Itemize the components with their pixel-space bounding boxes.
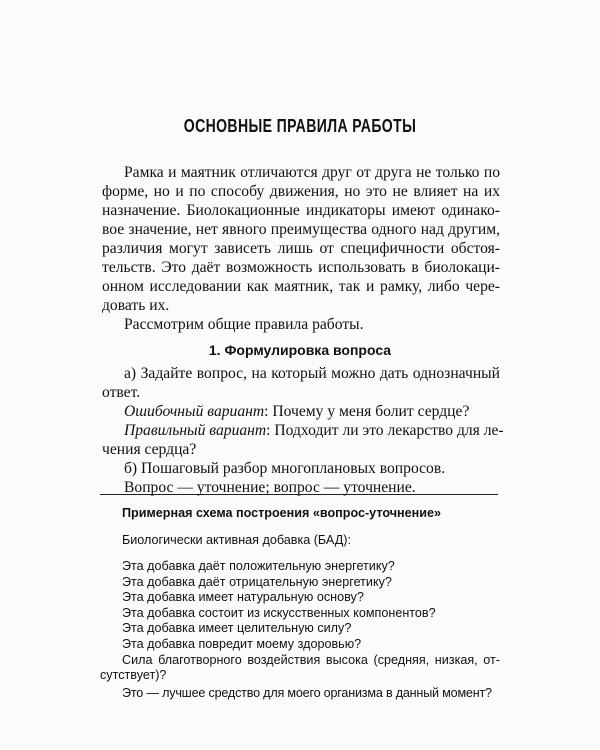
text-line: Рамка и маятник отличаются друг от друга не только по: [124, 164, 500, 181]
box-subject: Биологически активная добавка (БАД):: [122, 533, 351, 547]
question-item: Эта добавка повредит моему здоровью?: [122, 637, 362, 651]
divider: [100, 494, 498, 495]
text-line: чения сердца?: [102, 441, 197, 458]
question-item: Это — лучшее средство для моего организма в данный момент?: [122, 686, 492, 700]
wrong-example: [124, 402, 500, 421]
text-line: онном исследовании как маятник, так и рамку, либо чере-: [102, 278, 500, 295]
text-line: ответ.: [102, 384, 141, 401]
text-line: Рассмотрим общие правила работы.: [124, 316, 364, 333]
question-item: Сила благотворного воздействия высока (средняя, низкая, от-: [122, 653, 500, 667]
question-item: Эта добавка имеет натуральную основу?: [122, 590, 364, 604]
question-item-cont: сутствует)?: [100, 668, 167, 682]
text-line: довать их.: [102, 297, 170, 314]
wrong-label: Ошибочный вариант: [124, 403, 265, 420]
right-label: Правильный вариант: [124, 422, 267, 439]
question-item: Эта добавка имеет целительную силу?: [122, 621, 352, 635]
text-line: различия могут зависеть лишь от специфичности обстоя-: [102, 240, 500, 257]
right-example: [124, 421, 504, 440]
right-text: : Подходит ли это лекарство для ле-: [266, 422, 504, 439]
box-heading: Примерная схема построения «вопрос-уточнение»: [122, 506, 441, 520]
text-line: тельств. Это даёт возможность использовать в биолокаци-: [102, 259, 500, 276]
section-heading: 1. Формулировка вопроса: [208, 342, 392, 358]
text-line: б) Пошаговый разбор многоплановых вопросов.: [124, 460, 446, 477]
question-item: Эта добавка даёт отрицательную энергетику?: [122, 575, 392, 589]
wrong-text: : Почему у меня болит сердце?: [264, 403, 470, 420]
text-line: вое значение, нет явного преимущества одного над другим,: [102, 221, 500, 238]
text-line: а) Задайте вопрос, на который можно дать однозначный: [124, 365, 500, 382]
page-title: ОСНОВНЫЕ ПРАВИЛА РАБОТЫ: [183, 116, 417, 136]
text-line: назначение. Биолокационные индикаторы имеют одинако-: [102, 202, 500, 219]
question-item: Эта добавка даёт положительную энергетику?: [122, 559, 395, 573]
question-item: Эта добавка состоит из искусственных компонентов?: [122, 606, 436, 620]
text-line: Вопрос — уточнение; вопрос — уточнение.: [124, 479, 416, 496]
text-line: форме, но и по способу движения, но это не влияет на их: [102, 183, 500, 200]
